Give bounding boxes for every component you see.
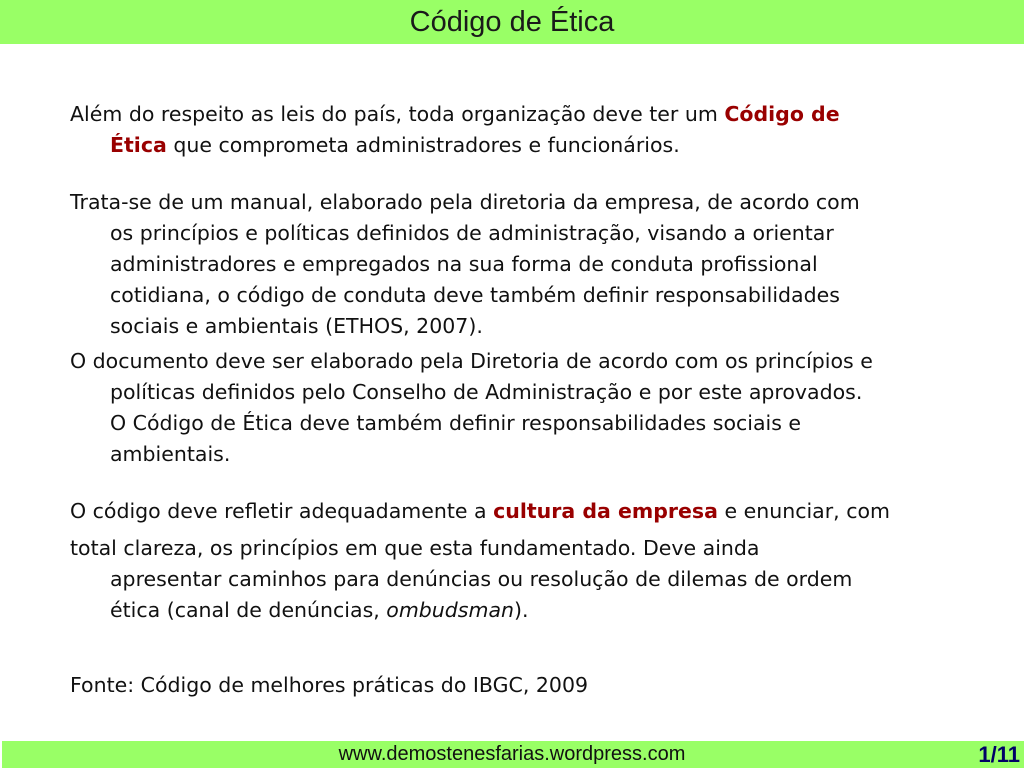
text-line bbox=[70, 408, 980, 439]
text-run: políticas definidos pelo Conselho de Administração e por este aprovados. bbox=[110, 380, 863, 404]
text-line bbox=[70, 187, 980, 218]
text-run: O documento deve ser elaborado pela Diretoria de acordo com os princípios e bbox=[70, 349, 873, 373]
text-run: administradores e empregados na sua forma de conduta profissional bbox=[110, 252, 818, 276]
paragraph-4 bbox=[70, 496, 980, 527]
text-line bbox=[70, 280, 980, 311]
text-line bbox=[70, 439, 980, 470]
page-number: 1/11 bbox=[978, 742, 1020, 767]
slide-title: Código de Ética bbox=[409, 6, 615, 38]
text-run: ética (canal de denúncias, bbox=[110, 598, 387, 622]
source-note bbox=[70, 670, 980, 701]
highlighted-term: Código de bbox=[724, 102, 840, 126]
text-line bbox=[70, 249, 980, 280]
text-run: ambientais. bbox=[110, 442, 231, 466]
highlighted-term: cultura da empresa bbox=[493, 499, 718, 523]
text-line bbox=[70, 311, 980, 342]
text-line bbox=[70, 346, 980, 377]
text-line bbox=[70, 595, 980, 626]
text-line bbox=[70, 130, 980, 161]
text-run: os princípios e políticas definidos de administração, visando a orientar bbox=[110, 221, 834, 245]
paragraph-2 bbox=[70, 187, 980, 342]
italic-term: ombudsman bbox=[386, 598, 515, 622]
text-run: Trata-se de um manual, elaborado pela diretoria da empresa, de acordo com bbox=[70, 190, 860, 214]
paragraph-5 bbox=[70, 533, 980, 626]
text-run: Fonte: Código de melhores práticas do IBGC, 2009 bbox=[70, 673, 589, 697]
footer-url[interactable]: www.demostenesfarias.wordpress.com bbox=[338, 743, 686, 765]
text-run: O Código de Ética deve também definir responsabilidades sociais e bbox=[110, 411, 802, 435]
text-run: Além do respeito as leis do país, toda organização deve ter um bbox=[70, 102, 725, 126]
text-run: total clareza, os princípios em que esta fundamentado. Deve ainda bbox=[70, 536, 760, 560]
text-run: O código deve refletir adequadamente a bbox=[70, 499, 494, 523]
text-run: que comprometa administradores e funcionários. bbox=[166, 133, 680, 157]
paragraph-3 bbox=[70, 346, 980, 470]
highlighted-term: Ética bbox=[110, 133, 167, 157]
text-line bbox=[70, 99, 980, 130]
paragraph-1 bbox=[70, 99, 980, 161]
text-run: apresentar caminhos para denúncias ou resolução de dilemas de ordem bbox=[110, 567, 853, 591]
text-run: e enunciar, com bbox=[717, 499, 890, 523]
text-line bbox=[70, 670, 980, 701]
text-run: sociais e ambientais (ETHOS, 2007). bbox=[110, 314, 483, 338]
text-line bbox=[70, 496, 980, 527]
text-line bbox=[70, 564, 980, 595]
text-run: cotidiana, o código de conduta deve também definir responsabilidades bbox=[110, 283, 840, 307]
text-line bbox=[70, 377, 980, 408]
text-line bbox=[70, 218, 980, 249]
text-line bbox=[70, 533, 980, 564]
footer bbox=[0, 741, 1024, 768]
text-run: ). bbox=[514, 598, 529, 622]
